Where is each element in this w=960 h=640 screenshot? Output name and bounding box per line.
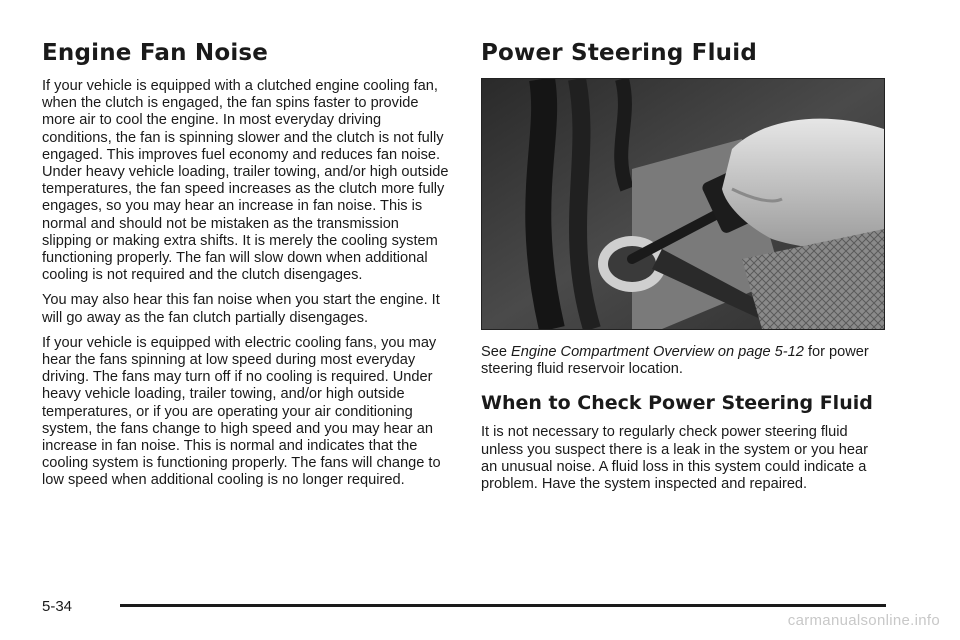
reservoir-photo-illustration — [482, 79, 884, 329]
paragraph-when-to-check: It is not necessary to regularly check power steering fluid unless you suspect there is a leak in the system or you hear an unusual noise. A fluid loss in this system could indicate a problem. Have the system inspected and repaired. — [481, 424, 868, 493]
paragraph-electric-fans: If your vehicle is equipped with electric cooling fans, you may hear the fans spinning at low speed during most everyday driving. The fans may turn off if no cooling is required. Under heavy vehicle loading, trailer towing, and/or high outside temperatures, or if you are operating your air conditioning system, the fans change to high speed and you may hear an increase in fan noise. This is normal and indicates that the cooling system is functioning properly. The fans will change to low speed when additional cooling is no longer required. — [42, 334, 441, 489]
subsection-title-when-to-check: When to Check Power Steering Fluid — [481, 392, 873, 415]
left-column — [42, 40, 452, 498]
paragraph-start-engine: You may also hear this fan noise when you start the engine. It will go away as the fan clutch partially disengages. — [42, 292, 440, 326]
section-title-power-steering-fluid: Power Steering Fluid — [481, 40, 758, 66]
see-suffix: for power steering fluid reservoir location. — [481, 344, 869, 378]
paragraph-see-reference — [481, 344, 887, 378]
right-column — [481, 40, 887, 501]
engine-compartment-overview-link[interactable]: Engine Compartment Overview on page 5-12 — [511, 344, 804, 360]
watermark: carmanualsonline.info — [787, 612, 940, 629]
section-title-engine-fan-noise: Engine Fan Noise — [42, 40, 269, 66]
see-prefix: See — [481, 344, 512, 360]
footer-divider — [120, 604, 886, 607]
paragraph-clutched-fan: If your vehicle is equipped with a clutched engine cooling fan, when the clutch is engaged, the fan spins faster to provide more air to cool the engine. In most everyday driving conditions, the fan is spinning slower and the clutch is not fully engaged. This improves fuel economy and reduces fan noise. Under heavy vehicle loading, trailer towing, and/or high outside temperatures, the fan speed increases as the clutch more fully engages, so you may hear an increase in fan noise. This is normal and should not be mistaken as the transmission slipping or making extra shifts. It is merely the cooling system functioning properly. The fan will slow down when additional cooling is not required and the clutch disengages. — [42, 78, 449, 284]
power-steering-reservoir-photo — [481, 78, 885, 330]
page-number: 5-34 — [42, 598, 73, 615]
